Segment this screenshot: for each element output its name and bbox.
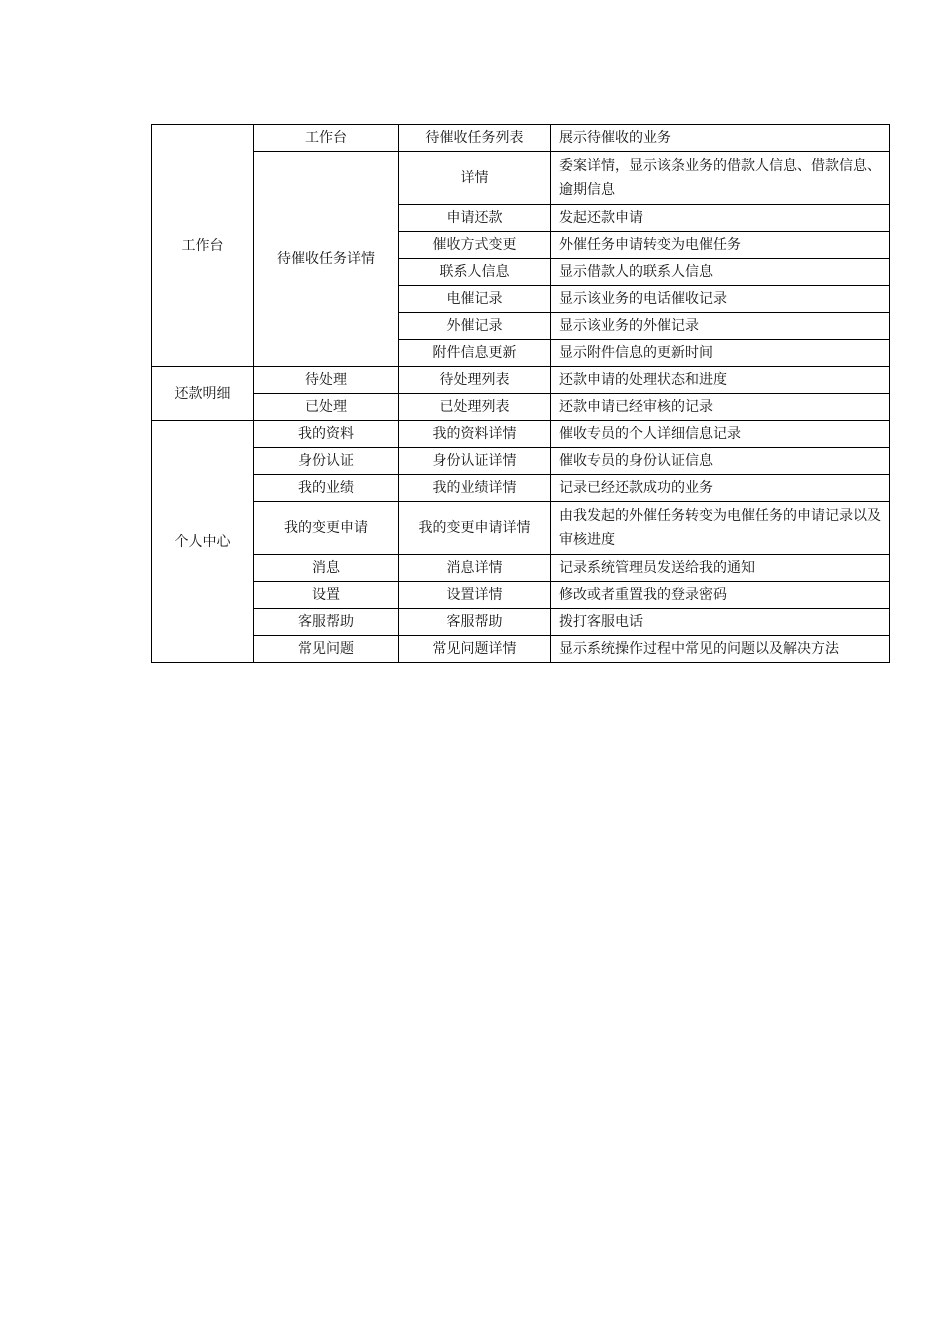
- description-cell: 还款申请的处理状态和进度: [551, 367, 890, 394]
- function-module-table: [151, 124, 890, 663]
- description-cell: 委案详情，显示该条业务的借款人信息、借款信息、逾期信息: [551, 152, 890, 205]
- group-cell: 身份认证: [254, 448, 399, 475]
- page-cell: 消息详情: [399, 555, 551, 582]
- page-cell: 详情: [399, 152, 551, 205]
- description-cell: 展示待催收的业务: [551, 125, 890, 152]
- group-cell: 客服帮助: [254, 609, 399, 636]
- page-cell: 设置详情: [399, 582, 551, 609]
- page-cell: 常见问题详情: [399, 636, 551, 663]
- group-cell: 我的资料: [254, 421, 399, 448]
- description-cell: 催收专员的个人详细信息记录: [551, 421, 890, 448]
- description-cell: 记录已经还款成功的业务: [551, 475, 890, 502]
- table-row: [152, 448, 890, 475]
- page-cell: 已处理列表: [399, 394, 551, 421]
- description-cell: 显示系统操作过程中常见的问题以及解决方法: [551, 636, 890, 663]
- page-cell: 外催记录: [399, 313, 551, 340]
- table-row: [152, 582, 890, 609]
- table-row: [152, 475, 890, 502]
- section-cell: 还款明细: [152, 367, 254, 421]
- table-row: [152, 555, 890, 582]
- table-row: [152, 125, 890, 152]
- section-cell: 工作台: [152, 125, 254, 367]
- section-cell: 个人中心: [152, 421, 254, 663]
- group-cell: 工作台: [254, 125, 399, 152]
- table-row: [152, 367, 890, 394]
- description-cell: 显示该业务的电话催收记录: [551, 286, 890, 313]
- group-cell: 消息: [254, 555, 399, 582]
- table-row: [152, 421, 890, 448]
- page-cell: 待催收任务列表: [399, 125, 551, 152]
- description-cell: 记录系统管理员发送给我的通知: [551, 555, 890, 582]
- group-cell: 待催收任务详情: [254, 152, 399, 367]
- page-cell: 附件信息更新: [399, 340, 551, 367]
- description-cell: 外催任务申请转变为电催任务: [551, 232, 890, 259]
- description-cell: 修改或者重置我的登录密码: [551, 582, 890, 609]
- description-cell: 拨打客服电话: [551, 609, 890, 636]
- description-cell: 由我发起的外催任务转变为电催任务的申请记录以及审核进度: [551, 502, 890, 555]
- group-cell: 设置: [254, 582, 399, 609]
- page-cell: 我的业绩详情: [399, 475, 551, 502]
- group-cell: 我的变更申请: [254, 502, 399, 555]
- group-cell: 常见问题: [254, 636, 399, 663]
- table-row: [152, 152, 890, 205]
- description-cell: 催收专员的身份认证信息: [551, 448, 890, 475]
- table-row: [152, 394, 890, 421]
- page-cell: 催收方式变更: [399, 232, 551, 259]
- page-cell: 待处理列表: [399, 367, 551, 394]
- description-cell: 还款申请已经审核的记录: [551, 394, 890, 421]
- page-cell: 身份认证详情: [399, 448, 551, 475]
- page-cell: 我的资料详情: [399, 421, 551, 448]
- page-cell: 电催记录: [399, 286, 551, 313]
- page-cell: 我的变更申请详情: [399, 502, 551, 555]
- description-cell: 显示附件信息的更新时间: [551, 340, 890, 367]
- page-cell: 客服帮助: [399, 609, 551, 636]
- group-cell: 待处理: [254, 367, 399, 394]
- table-row: [152, 609, 890, 636]
- table-row: [152, 636, 890, 663]
- table-row: [152, 502, 890, 555]
- description-cell: 发起还款申请: [551, 205, 890, 232]
- page-cell: 申请还款: [399, 205, 551, 232]
- description-cell: 显示该业务的外催记录: [551, 313, 890, 340]
- description-cell: 显示借款人的联系人信息: [551, 259, 890, 286]
- group-cell: 我的业绩: [254, 475, 399, 502]
- group-cell: 已处理: [254, 394, 399, 421]
- page-cell: 联系人信息: [399, 259, 551, 286]
